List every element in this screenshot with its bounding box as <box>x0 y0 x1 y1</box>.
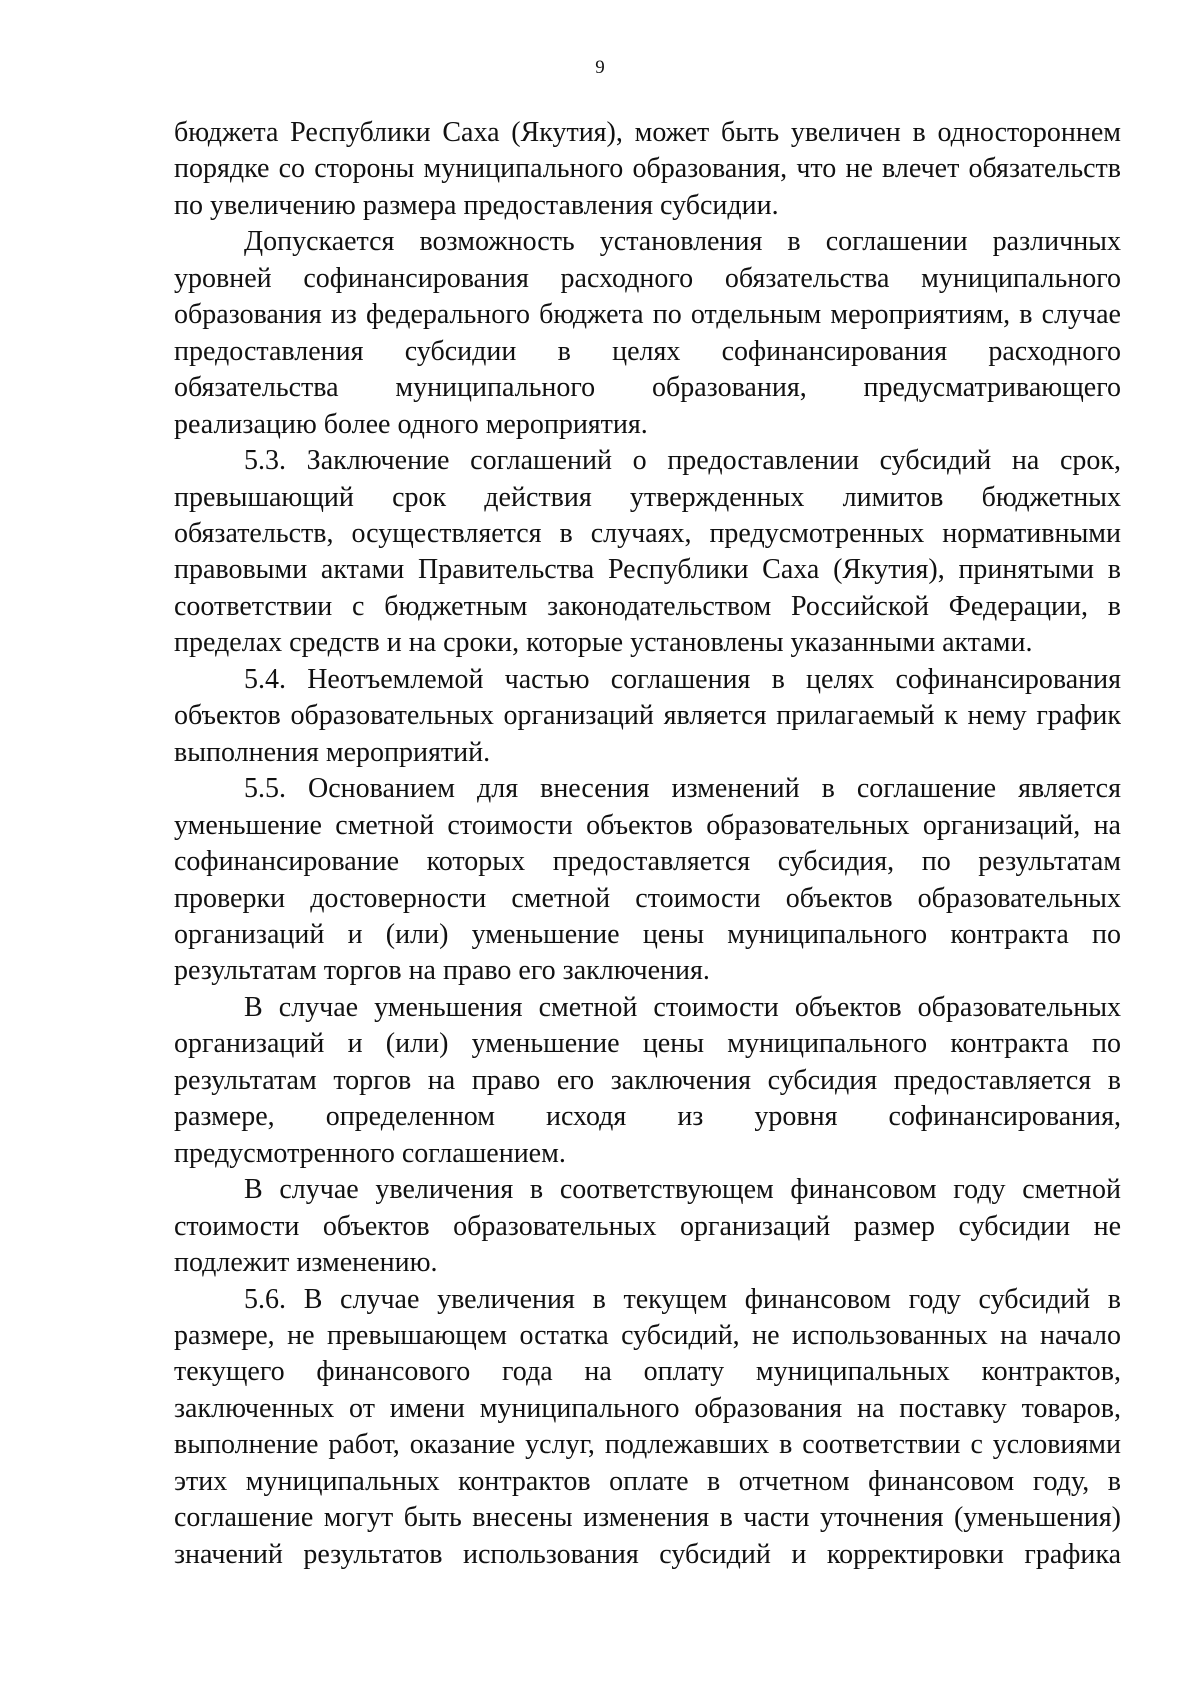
page-number: 9 <box>595 57 605 78</box>
paragraph-budget-continuation: бюджета Республики Саха (Якутия), может быть увеличен в одностороннем порядке со стороны муниципального образования, что не влечет обязательств по увеличению размера предоставления субсидии. <box>174 117 1121 221</box>
paragraph-clause-5-5: 5.5. Основанием для внесения изменений в соглашение является уменьшение сметной стоимости объектов образовательных организаций, на софинансирование которых предоставляется субсидия, по результатам проверки достоверности сметной стоимости объектов образовательных организаций и (или) уменьшение цены муниципального контракта по результатам торгов на право его заключения. <box>174 773 1121 987</box>
paragraph-clause-5-6: 5.6. В случае увеличения в текущем финансовом году субсидий в размере, не превышающем остатка субсидий, не использованных на начало текущего финансового года на оплату муниципальных контрактов, заключенных от имени муниципального образования на поставку товаров, выполнение работ, оказание услуг, подлежавших в соответствии с условиями этих муниципальных контрактов оплате в отчетном финансовом году, в соглашение могут быть внесены изменения в части уточнения (уменьшения) значений результатов использования субсидий и корректировки графика <box>174 1283 1121 1570</box>
paragraph-cost-decrease: В случае уменьшения сметной стоимости объектов образовательных организаций и (или) уменьшение цены муниципального контракта по результатам торгов на право его заключения субсидия предоставляется в размере, определенном исходя из уровня софинансирования, предусмотренного соглашением. <box>174 991 1121 1169</box>
document-body <box>174 115 1121 1573</box>
paragraph-clause-5-3: 5.3. Заключение соглашений о предоставлении субсидий на срок, превышающий срок действия утвержденных лимитов бюджетных обязательств, осуществляется в случаях, предусмотренных нормативными правовыми актами Правительства Республики Саха (Якутия), принятыми в соответствии с бюджетным законодательством Российской Федерации, в пределах средств и на сроки, которые установлены указанными актами. <box>174 445 1121 659</box>
paragraph-cost-increase: В случае увеличения в соответствующем финансовом году сметной стоимости объектов образовательных организаций размер субсидии не подлежит изменению. <box>174 1174 1121 1279</box>
paragraph-cofinancing-levels: Допускается возможность установления в соглашении различных уровней софинансирования расходного обязательства муниципального образования из федерального бюджета по отдельным мероприятиям, в случае предоставления субсидии в целях софинансирования расходного обязательства муниципального образования, предусматривающего реализацию более одного мероприятия. <box>174 226 1121 440</box>
paragraph-clause-5-4: 5.4. Неотъемлемой частью соглашения в целях софинансирования объектов образовательных организаций является прилагаемый к нему график выполнения мероприятий. <box>174 663 1121 768</box>
